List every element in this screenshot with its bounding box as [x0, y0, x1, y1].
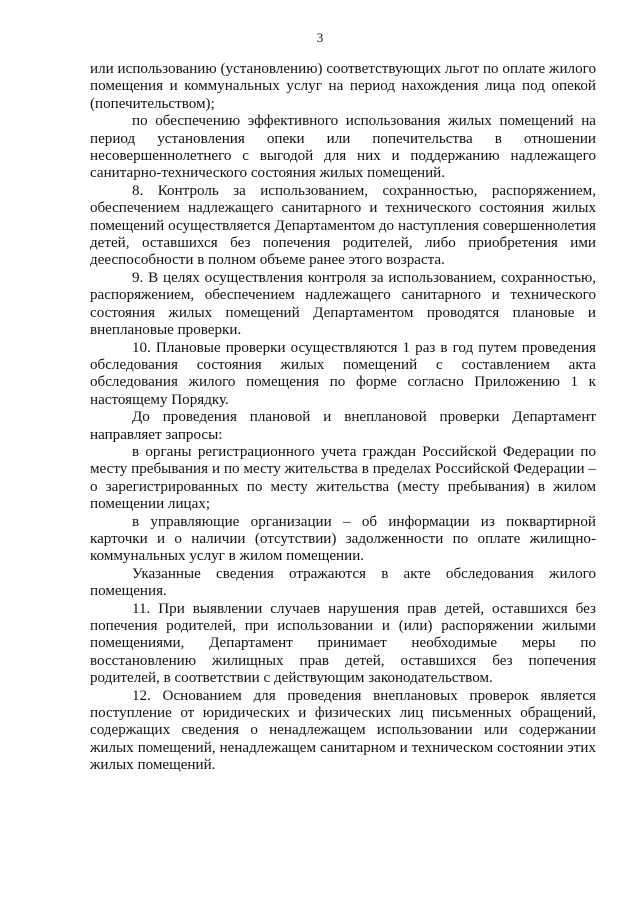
paragraph-act-note: Указанные сведения отражаются в акте обследования жилого помещения.: [90, 565, 596, 600]
paragraph-management-companies: в управляющие организации – об информации из поквартирной карточки и о наличии (отсутствии) задолженности по оплате жилищно-коммунальных услуг в жилом помещении.: [90, 513, 596, 565]
paragraph-item-12: 12. Основанием для проведения внеплановых проверок является поступление от юридических и физических лиц письменных обращений, содержащих сведения о ненадлежащем использовании или содержании жилых помещений, ненадлежащем санитарном и техническом состоянии этих жилых помещений.: [90, 687, 596, 774]
page-number: 3: [316, 30, 324, 45]
document-body: [90, 61, 596, 775]
paragraph-item-11: 11. При выявлении случаев нарушения прав детей, оставшихся без попечения родителей, при использовании и (или) распоряжении жилыми помещениями, Департамент принимает необходимые меры по восстановлению жилищных прав детей, оставшихся без попечения родителей, в соответствии с действующим законодательством.: [90, 600, 596, 687]
paragraph-item-9: 9. В целях осуществления контроля за использованием, сохранностью, распоряжением, обеспечением надлежащего санитарного и технического состояния жилых помещений Департаментом проводятся плановые и внеплановые проверки.: [90, 269, 596, 339]
paragraph-registration-bodies: в органы регистрационного учета граждан Российской Федерации по месту пребывания и по месту жительства в пределах Российской Федерации – о зарегистрированных по месту жительства (месту пребывания) в жилом помещении лицах;: [90, 443, 596, 513]
paragraph-effective-use: по обеспечению эффективного использования жилых помещений на период установления опеки или попечительства в отношении несовершеннолетнего с выгодой для них и поддержанию надлежащего санитарно-технического состояния жилых помещений.: [90, 113, 596, 182]
paragraph-continuation: или использованию (установлению) соответствующих льгот по оплате жилого помещения и коммунальных услуг на период нахождения лица под опекой (попечительством);: [90, 61, 596, 112]
paragraph-item-10: 10. Плановые проверки осуществляются 1 раз в год путем проведения обследования состояния жилых помещений с составлением акта обследования жилого помещения по форме согласно Приложению 1 к настоящему Порядку.: [90, 339, 596, 408]
paragraph-item-8: 8. Контроль за использованием, сохранностью, распоряжением, обеспечением надлежащего санитарного и технического состояния жилых помещений осуществляется Департаментом до наступления совершеннолетия детей, оставшихся без попечения родителей, либо приобретения ими дееспособности в полном объеме ранее этого возраста.: [90, 182, 596, 269]
paragraph-requests-intro: До проведения плановой и внеплановой проверки Департамент направляет запросы:: [90, 409, 596, 443]
